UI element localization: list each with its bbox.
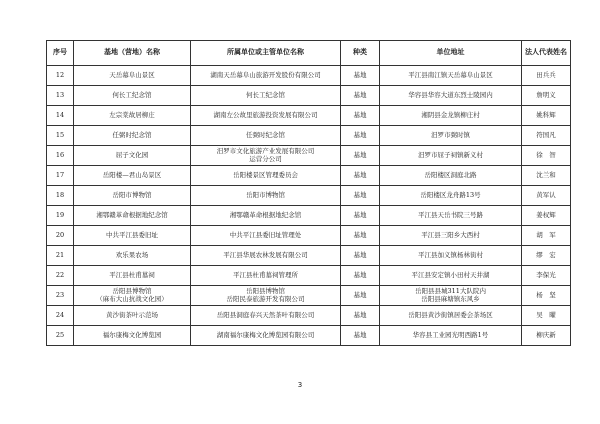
row-type-text: 基地 [353, 210, 367, 219]
row-legal-rep [522, 66, 571, 86]
row-legal-rep-text: 李保光 [536, 270, 556, 279]
row-base-name [74, 106, 191, 126]
row-legal-rep [522, 266, 571, 286]
row-org-name [191, 246, 341, 266]
row-base-name [74, 246, 191, 266]
row-base-name-text: 屈子文化园 [115, 150, 149, 159]
row-org-name-text: 任弼时纪念馆 [246, 130, 285, 139]
row-type [341, 286, 380, 306]
row-org-name [191, 326, 341, 346]
row-base-name [74, 266, 191, 286]
row-no [47, 306, 74, 326]
row-type-text: 基地 [353, 250, 367, 259]
row-base-name-text: 任弼时纪念馆 [112, 130, 152, 139]
table-row [47, 206, 571, 226]
row-base-name [74, 226, 191, 246]
row-address-text: 岳阳楼区龙舟路13号 [420, 190, 481, 199]
row-address-text: 平江县南江镇天岳幕阜山景区 [408, 70, 493, 79]
row-org-name-text: 岳阳县博物馆 [246, 287, 285, 295]
table-row [47, 126, 571, 146]
row-type [341, 226, 380, 246]
row-legal-rep [522, 126, 571, 146]
row-org-name-text: 岳阳县洞庭春兴天然茶叶有限公司 [216, 310, 315, 319]
row-address-text: 岳阳县县城311大队院内 [415, 287, 486, 295]
row-org-name-text: 湖南天岳幕阜山旅游开发股份有限公司 [210, 70, 321, 79]
row-address-text: 华容县华容大道东烈士陵园内 [408, 90, 493, 99]
row-type-text: 基地 [353, 170, 367, 179]
row-legal-rep-text: 詹明义 [536, 90, 556, 99]
base-table [46, 40, 571, 346]
row-legal-rep-text: 黄军认 [536, 190, 556, 199]
row-legal-rep [522, 326, 571, 346]
row-address-text-line2: 岳阳县麻塘镇东风乡 [421, 294, 480, 303]
row-base-name [74, 166, 191, 186]
row-type-text: 基地 [353, 70, 367, 79]
row-base-name-text: 岳阳市博物馆 [112, 190, 152, 199]
row-base-name [74, 146, 191, 166]
row-base-name [74, 86, 191, 106]
row-org-name [191, 106, 341, 126]
row-no-text: 18 [55, 190, 65, 199]
row-no [47, 226, 74, 246]
header-no: 序号 [47, 41, 74, 66]
row-type-text: 基地 [353, 130, 367, 139]
row-org-name [191, 126, 341, 146]
row-org-name [191, 86, 341, 106]
row-type [341, 326, 380, 346]
row-type [341, 106, 380, 126]
row-type-text: 基地 [353, 150, 367, 159]
row-base-name-text: 欢乐果农场 [115, 250, 149, 259]
row-address [380, 86, 522, 106]
row-org-name-text: 湖南福尔康梅文化博览园有限公司 [216, 330, 315, 339]
row-type-text: 基地 [353, 310, 367, 319]
table-row [47, 66, 571, 86]
row-base-name [74, 66, 191, 86]
row-org-name-text: 岳阳楼景区管理委员会 [233, 170, 298, 179]
row-type [341, 186, 380, 206]
row-no-text: 19 [55, 210, 65, 219]
row-base-name-text: 天岳幕阜山景区 [109, 70, 155, 79]
row-org-name-text: 汨罗市文化旅游产业发展有限公司 [216, 147, 315, 155]
row-org-name-text: 中共平江县委旧址管理处 [229, 230, 302, 239]
row-org-name [191, 306, 341, 326]
row-org-name [191, 206, 341, 226]
row-type [341, 66, 380, 86]
header-base-name: 基地（营地）名称 [74, 41, 191, 66]
row-base-name-text: 岳阳县博物馆 [112, 287, 152, 295]
row-address [380, 106, 522, 126]
row-base-name-text-line2: （麻布大山抗战文化园） [96, 294, 168, 303]
row-no-text: 12 [55, 70, 65, 79]
row-address [380, 66, 522, 86]
row-address-text: 汨罗市弼时镇 [431, 130, 470, 139]
row-address-text: 平江县天岳书院三号路 [418, 210, 483, 219]
row-no [47, 106, 74, 126]
row-base-name-text: 平江县杜甫墓祠 [109, 270, 155, 279]
row-no-text: 16 [55, 150, 65, 159]
row-no-text: 21 [55, 250, 65, 259]
row-org-name-text: 湖南左公故里旅游投资发展有限公司 [213, 110, 318, 119]
row-address [380, 126, 522, 146]
header-org-name: 所属单位或主管单位名称 [191, 41, 341, 66]
row-address-text: 岳阳县黄沙街镇居委会茶场区 [408, 310, 493, 319]
row-org-name [191, 186, 341, 206]
row-no [47, 266, 74, 286]
row-base-name [74, 286, 191, 306]
table-row [47, 146, 571, 166]
row-no-text: 24 [55, 310, 65, 319]
row-legal-rep-text: 姜权辉 [536, 210, 556, 219]
row-org-name-text: 何长工纪念馆 [246, 90, 285, 99]
row-address [380, 246, 522, 266]
row-base-name-text: 福尔康梅文化博览园 [102, 330, 162, 339]
row-legal-rep [522, 106, 571, 126]
row-address-text: 湘阴县金龙镇柳庄村 [421, 110, 480, 119]
row-address [380, 146, 522, 166]
row-base-name [74, 206, 191, 226]
table-row [47, 186, 571, 206]
row-no [47, 326, 74, 346]
row-address-text: 岳阳楼区洞庭北路 [424, 170, 477, 179]
row-address-text: 汨罗市屈子祠镇新义村 [418, 150, 483, 159]
row-org-name [191, 226, 341, 246]
row-type-text: 基地 [353, 190, 367, 199]
row-legal-rep-text: 胡 军 [536, 230, 556, 239]
row-legal-rep-text: 徐 智 [536, 150, 556, 159]
row-base-name [74, 326, 191, 346]
row-no [47, 126, 74, 146]
row-type [341, 306, 380, 326]
row-no [47, 86, 74, 106]
row-type-text: 基地 [353, 290, 367, 299]
row-address [380, 206, 522, 226]
row-no-text: 13 [55, 90, 65, 99]
row-address-text: 平江县三阳乡大西村 [421, 230, 480, 239]
row-type-text: 基地 [353, 230, 367, 239]
page-number: 3 [297, 381, 303, 389]
header-address: 单位地址 [380, 41, 522, 66]
row-org-name-text-line2: 运营分公司 [249, 154, 282, 163]
table-row [47, 326, 571, 346]
row-org-name-text: 平江县华展农林发展有限公司 [223, 250, 308, 259]
row-no [47, 66, 74, 86]
row-no [47, 146, 74, 166]
row-legal-rep [522, 86, 571, 106]
row-org-name [191, 146, 341, 166]
row-legal-rep [522, 166, 571, 186]
table-row [47, 86, 571, 106]
row-base-name [74, 126, 191, 146]
row-no-text: 14 [55, 110, 65, 119]
row-base-name-text: 湘鄂赣革命根据地纪念馆 [96, 210, 168, 219]
table-row [47, 106, 571, 126]
row-address [380, 226, 522, 246]
row-type [341, 146, 380, 166]
row-legal-rep [522, 246, 571, 266]
row-address [380, 266, 522, 286]
row-address [380, 286, 522, 306]
row-legal-rep [522, 306, 571, 326]
row-type [341, 246, 380, 266]
row-org-name-text: 平江县杜甫墓祠管理所 [233, 270, 298, 279]
row-legal-rep-text: 沈兰和 [536, 170, 556, 179]
row-legal-rep [522, 146, 571, 166]
row-no [47, 186, 74, 206]
row-legal-rep-text: 柳庆新 [536, 330, 556, 339]
row-type-text: 基地 [353, 110, 367, 119]
row-base-name-text: 左宗棠故居柳庄 [109, 110, 155, 119]
table-row [47, 266, 571, 286]
row-org-name [191, 66, 341, 86]
row-no [47, 206, 74, 226]
row-address [380, 306, 522, 326]
row-address [380, 186, 522, 206]
row-type [341, 126, 380, 146]
row-legal-rep [522, 286, 571, 306]
row-legal-rep-text: 符国凡 [536, 130, 556, 139]
row-base-name-text: 中共平江县委旧址 [106, 230, 158, 239]
row-type [341, 266, 380, 286]
row-legal-rep [522, 226, 571, 246]
table-row [47, 246, 571, 266]
row-legal-rep-text: 吴 曜 [536, 310, 556, 319]
row-legal-rep-text: 缪 宏 [536, 250, 556, 259]
row-type-text: 基地 [353, 270, 367, 279]
row-type-text: 基地 [353, 90, 367, 99]
row-no-text: 17 [55, 170, 65, 179]
row-legal-rep [522, 206, 571, 226]
row-type-text: 基地 [353, 330, 367, 339]
row-address-text: 平江县安定镇小田村天井湖 [411, 270, 490, 279]
row-org-name [191, 166, 341, 186]
row-org-name-text: 湘鄂赣革命根据地纪念馆 [229, 210, 302, 219]
row-legal-rep-text: 田兵兵 [536, 70, 556, 79]
row-no-text: 20 [55, 230, 65, 239]
row-address-text: 平江县加义镇杨林街村 [418, 250, 483, 259]
row-org-name [191, 266, 341, 286]
header-legal-rep: 法人代表姓名 [522, 41, 571, 66]
table-header-row [47, 41, 571, 66]
row-legal-rep-text: 姚科辉 [536, 110, 556, 119]
row-no-text: 22 [55, 270, 65, 279]
row-type [341, 166, 380, 186]
row-type [341, 86, 380, 106]
row-no-text: 25 [55, 330, 65, 339]
row-no-text: 23 [55, 290, 65, 299]
row-base-name-text: 何长工纪念馆 [112, 90, 152, 99]
row-no [47, 246, 74, 266]
table-row [47, 226, 571, 246]
row-base-name-text: 黄沙街茶叶示范场 [106, 310, 158, 319]
row-org-name-text-line2: 岳阳民泰旅游开发有限公司 [226, 294, 305, 303]
row-legal-rep [522, 186, 571, 206]
table-row [47, 306, 571, 326]
row-base-name-text: 岳阳楼—君山岛景区 [102, 170, 162, 179]
row-no [47, 286, 74, 306]
table-row [47, 166, 571, 186]
row-address-text: 华容县工业园光明西路1号 [412, 330, 489, 339]
row-org-name [191, 286, 341, 306]
row-address [380, 326, 522, 346]
row-address [380, 166, 522, 186]
row-no [47, 166, 74, 186]
table-row [47, 286, 571, 306]
row-type [341, 206, 380, 226]
header-type: 种类 [341, 41, 380, 66]
row-legal-rep-text: 杨 坚 [536, 290, 556, 299]
row-no-text: 15 [55, 130, 65, 139]
row-base-name [74, 186, 191, 206]
row-org-name-text: 岳阳市博物馆 [246, 190, 285, 199]
row-base-name [74, 306, 191, 326]
